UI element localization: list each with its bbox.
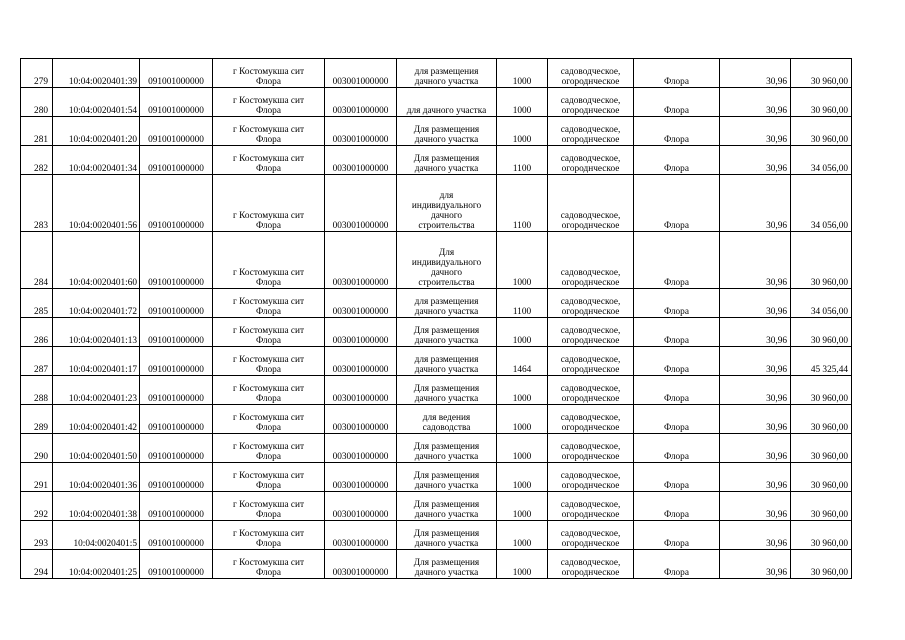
cadastral-value-cell: 30 960,00: [791, 117, 852, 146]
land-category-line: огороднческое: [561, 220, 620, 231]
permitted-use-line: индивидуального: [411, 257, 482, 268]
location-cell: [213, 88, 325, 117]
land-category-line: огороднческое: [561, 393, 620, 404]
land-category-cell: [548, 376, 634, 405]
settlement-name-cell: Флора: [634, 463, 720, 492]
land-category-line: садоводческое,: [560, 383, 621, 394]
category-code-cell: 003001000000: [325, 318, 397, 347]
land-category-line: садоводческое,: [560, 153, 621, 164]
location-cell: [213, 146, 325, 175]
permitted-use-cell: [397, 88, 497, 117]
permitted-use-line: дачного участка: [414, 76, 479, 87]
land-category-cell: [548, 521, 634, 550]
okato-code-cell: 091001000000: [140, 318, 213, 347]
permitted-use-line: дачного участка: [414, 509, 479, 520]
cadastral-value-cell: 30 960,00: [791, 434, 852, 463]
location-cell: [213, 405, 325, 434]
rate-cell: 30,96: [720, 463, 791, 492]
land-category-line: садоводческое,: [560, 528, 621, 539]
permitted-use-cell: [397, 434, 497, 463]
okato-code-cell: 091001000000: [140, 521, 213, 550]
okato-code-cell: 091001000000: [140, 175, 213, 232]
row-number-cell: 289: [21, 405, 53, 434]
land-category-line: огороднческое: [561, 509, 620, 520]
row-number-cell: 279: [21, 59, 53, 88]
table-row: [21, 434, 852, 463]
cadastral-value-cell: 30 960,00: [791, 376, 852, 405]
category-code-cell: 003001000000: [325, 175, 397, 232]
rate-cell: 30,96: [720, 232, 791, 289]
row-number-cell: 283: [21, 175, 53, 232]
permitted-use-cell: [397, 289, 497, 318]
permitted-use-line: для размещения: [414, 354, 479, 365]
location-line: г Костомукша сит: [232, 95, 305, 106]
area-cell: 1100: [497, 146, 548, 175]
area-cell: 1000: [497, 434, 548, 463]
permitted-use-line: Для размещения: [413, 557, 480, 568]
cadastral-value-cell: 30 960,00: [791, 405, 852, 434]
permitted-use-cell: [397, 232, 497, 289]
land-category-line: садоводческое,: [560, 124, 621, 135]
land-category-line: садоводческое,: [560, 412, 621, 423]
settlement-name-cell: Флора: [634, 117, 720, 146]
location-line: Флора: [256, 163, 281, 174]
cadastral-number-cell: 10:04:0020401:36: [53, 463, 140, 492]
location-line: Флора: [256, 335, 281, 346]
location-line: Флора: [256, 393, 281, 404]
permitted-use-line: Для размещения: [413, 325, 480, 336]
location-line: г Костомукша сит: [232, 124, 305, 135]
land-category-cell: [548, 88, 634, 117]
land-category-cell: [548, 318, 634, 347]
okato-code-cell: 091001000000: [140, 492, 213, 521]
land-category-cell: [548, 492, 634, 521]
settlement-name-cell: Флора: [634, 492, 720, 521]
location-line: Флора: [256, 451, 281, 462]
category-code-cell: 003001000000: [325, 463, 397, 492]
settlement-name-cell: Флора: [634, 550, 720, 579]
rate-cell: 30,96: [720, 175, 791, 232]
permitted-use-line: Для: [438, 247, 455, 258]
permitted-use-cell: [397, 146, 497, 175]
cadastral-number-cell: 10:04:0020401:54: [53, 88, 140, 117]
permitted-use-line: дачного участка: [414, 335, 479, 346]
category-code-cell: 003001000000: [325, 521, 397, 550]
land-category-line: огороднческое: [561, 538, 620, 549]
row-number-cell: 291: [21, 463, 53, 492]
permitted-use-line: дачного: [430, 267, 462, 278]
row-number-cell: 292: [21, 492, 53, 521]
land-category-line: огороднческое: [561, 451, 620, 462]
land-category-line: огороднческое: [561, 480, 620, 491]
row-number-cell: 288: [21, 376, 53, 405]
permitted-use-cell: [397, 347, 497, 376]
land-category-line: огороднческое: [561, 163, 620, 174]
okato-code-cell: 091001000000: [140, 434, 213, 463]
table-row: [21, 59, 852, 88]
table-row: [21, 521, 852, 550]
table-row: [21, 318, 852, 347]
table-row: [21, 88, 852, 117]
row-number-cell: 285: [21, 289, 53, 318]
category-code-cell: 003001000000: [325, 376, 397, 405]
location-cell: [213, 175, 325, 232]
cadastral-value-cell: 34 056,00: [791, 175, 852, 232]
cadastral-value-cell: 34 056,00: [791, 146, 852, 175]
land-category-line: огороднческое: [561, 364, 620, 375]
cadastral-value-cell: 45 325,44: [791, 347, 852, 376]
location-cell: [213, 521, 325, 550]
land-category-line: огороднческое: [561, 422, 620, 433]
okato-code-cell: 091001000000: [140, 88, 213, 117]
table-row: [21, 175, 852, 232]
settlement-name-cell: Флора: [634, 175, 720, 232]
land-category-cell: [548, 59, 634, 88]
permitted-use-line: Для размещения: [413, 528, 480, 539]
land-category-line: садоводческое,: [560, 499, 621, 510]
row-number-cell: 287: [21, 347, 53, 376]
category-code-cell: 003001000000: [325, 232, 397, 289]
cadastral-value-cell: 30 960,00: [791, 521, 852, 550]
rate-cell: 30,96: [720, 405, 791, 434]
area-cell: 1000: [497, 521, 548, 550]
area-cell: 1000: [497, 88, 548, 117]
location-cell: [213, 434, 325, 463]
rate-cell: 30,96: [720, 59, 791, 88]
row-number-cell: 286: [21, 318, 53, 347]
area-cell: 1000: [497, 318, 548, 347]
location-line: Флора: [256, 220, 281, 231]
category-code-cell: 003001000000: [325, 492, 397, 521]
cadastral-number-cell: 10:04:0020401:42: [53, 405, 140, 434]
category-code-cell: 003001000000: [325, 88, 397, 117]
cadastral-value-cell: 30 960,00: [791, 550, 852, 579]
permitted-use-line: Для размещения: [413, 499, 480, 510]
permitted-use-line: дачного участка: [414, 364, 479, 375]
location-line: г Костомукша сит: [232, 325, 305, 336]
land-category-line: садоводческое,: [560, 95, 621, 106]
area-cell: 1464: [497, 347, 548, 376]
area-cell: 1000: [497, 376, 548, 405]
okato-code-cell: 091001000000: [140, 117, 213, 146]
location-line: г Костомукша сит: [232, 210, 305, 221]
land-category-line: садоводческое,: [560, 557, 621, 568]
table-row: [21, 232, 852, 289]
row-number-cell: 281: [21, 117, 53, 146]
permitted-use-cell: [397, 318, 497, 347]
land-category-line: садоводческое,: [560, 210, 621, 221]
location-line: Флора: [256, 538, 281, 549]
okato-code-cell: 091001000000: [140, 463, 213, 492]
settlement-name-cell: Флора: [634, 376, 720, 405]
table-row: [21, 376, 852, 405]
location-line: г Костомукша сит: [232, 383, 305, 394]
permitted-use-cell: [397, 175, 497, 232]
location-line: г Костомукша сит: [232, 354, 305, 365]
okato-code-cell: 091001000000: [140, 232, 213, 289]
location-cell: [213, 550, 325, 579]
permitted-use-line: индивидуального: [411, 200, 482, 211]
land-category-line: садоводческое,: [560, 325, 621, 336]
location-line: Флора: [256, 306, 281, 317]
okato-code-cell: 091001000000: [140, 289, 213, 318]
area-cell: 1000: [497, 463, 548, 492]
location-line: Флора: [256, 277, 281, 288]
location-line: г Костомукша сит: [232, 267, 305, 278]
area-cell: 1000: [497, 232, 548, 289]
location-line: г Костомукша сит: [232, 499, 305, 510]
row-number-cell: 290: [21, 434, 53, 463]
permitted-use-line: дачного участка: [414, 451, 479, 462]
category-code-cell: 003001000000: [325, 59, 397, 88]
row-number-cell: 284: [21, 232, 53, 289]
permitted-use-cell: [397, 405, 497, 434]
category-code-cell: 003001000000: [325, 550, 397, 579]
category-code-cell: 003001000000: [325, 289, 397, 318]
okato-code-cell: 091001000000: [140, 59, 213, 88]
rate-cell: 30,96: [720, 289, 791, 318]
location-line: Флора: [256, 567, 281, 578]
rate-cell: 30,96: [720, 88, 791, 117]
location-line: Флора: [256, 76, 281, 87]
cadastral-number-cell: 10:04:0020401:34: [53, 146, 140, 175]
table-row: [21, 289, 852, 318]
location-line: Флора: [256, 480, 281, 491]
permitted-use-line: Для размещения: [413, 383, 480, 394]
settlement-name-cell: Флора: [634, 289, 720, 318]
land-category-line: садоводческое,: [560, 441, 621, 452]
permitted-use-line: Для размещения: [413, 153, 480, 164]
cadastral-value-cell: 30 960,00: [791, 318, 852, 347]
land-category-line: садоводческое,: [560, 66, 621, 77]
table-row: [21, 550, 852, 579]
settlement-name-cell: Флора: [634, 405, 720, 434]
okato-code-cell: 091001000000: [140, 146, 213, 175]
location-cell: [213, 376, 325, 405]
land-category-line: огороднческое: [561, 567, 620, 578]
settlement-name-cell: Флора: [634, 59, 720, 88]
location-line: г Костомукша сит: [232, 441, 305, 452]
rate-cell: 30,96: [720, 550, 791, 579]
location-line: г Костомукша сит: [232, 153, 305, 164]
row-number-cell: 293: [21, 521, 53, 550]
location-cell: [213, 117, 325, 146]
land-category-cell: [548, 463, 634, 492]
location-line: Флора: [256, 134, 281, 145]
location-line: г Костомукша сит: [232, 470, 305, 481]
location-line: Флора: [256, 105, 281, 116]
permitted-use-line: для дачного участка: [406, 105, 487, 116]
permitted-use-line: для размещения: [414, 66, 479, 77]
permitted-use-cell: [397, 492, 497, 521]
land-category-line: садоводческое,: [560, 470, 621, 481]
okato-code-cell: 091001000000: [140, 550, 213, 579]
category-code-cell: 003001000000: [325, 146, 397, 175]
land-category-line: огороднческое: [561, 306, 620, 317]
permitted-use-cell: [397, 117, 497, 146]
land-category-line: огороднческое: [561, 335, 620, 346]
table-row: [21, 117, 852, 146]
land-category-cell: [548, 289, 634, 318]
cadastral-number-cell: 10:04:0020401:38: [53, 492, 140, 521]
location-cell: [213, 59, 325, 88]
land-category-cell: [548, 434, 634, 463]
cadastral-number-cell: 10:04:0020401:17: [53, 347, 140, 376]
permitted-use-line: Для размещения: [413, 470, 480, 481]
land-category-line: огороднческое: [561, 76, 620, 87]
permitted-use-cell: [397, 550, 497, 579]
row-number-cell: 282: [21, 146, 53, 175]
land-category-cell: [548, 117, 634, 146]
settlement-name-cell: Флора: [634, 347, 720, 376]
permitted-use-line: Для размещения: [413, 124, 480, 135]
table-row: [21, 463, 852, 492]
permitted-use-cell: [397, 59, 497, 88]
location-line: г Костомукша сит: [232, 557, 305, 568]
permitted-use-line: дачного участка: [414, 567, 479, 578]
permitted-use-line: дачного участка: [414, 538, 479, 549]
row-number-cell: 280: [21, 88, 53, 117]
settlement-name-cell: Флора: [634, 88, 720, 117]
area-cell: 1000: [497, 117, 548, 146]
land-category-cell: [548, 550, 634, 579]
location-cell: [213, 318, 325, 347]
row-number-cell: 294: [21, 550, 53, 579]
permitted-use-line: дачного участка: [414, 480, 479, 491]
area-cell: 1000: [497, 550, 548, 579]
permitted-use-line: дачного участка: [414, 163, 479, 174]
category-code-cell: 003001000000: [325, 405, 397, 434]
cadastral-value-cell: 34 056,00: [791, 289, 852, 318]
cadastral-number-cell: 10:04:0020401:56: [53, 175, 140, 232]
land-category-cell: [548, 232, 634, 289]
location-line: Флора: [256, 509, 281, 520]
cadastral-number-cell: 10:04:0020401:23: [53, 376, 140, 405]
settlement-name-cell: Флора: [634, 146, 720, 175]
land-category-cell: [548, 347, 634, 376]
permitted-use-line: дачного участка: [414, 393, 479, 404]
permitted-use-line: строительства: [418, 277, 475, 288]
location-line: Флора: [256, 422, 281, 433]
permitted-use-line: для ведения: [422, 412, 471, 423]
land-category-line: садоводческое,: [560, 296, 621, 307]
settlement-name-cell: Флора: [634, 318, 720, 347]
area-cell: 1000: [497, 492, 548, 521]
category-code-cell: 003001000000: [325, 117, 397, 146]
location-line: г Костомукша сит: [232, 66, 305, 77]
cadastral-number-cell: 10:04:0020401:60: [53, 232, 140, 289]
okato-code-cell: 091001000000: [140, 376, 213, 405]
land-category-line: огороднческое: [561, 105, 620, 116]
land-category-cell: [548, 405, 634, 434]
table-row: [21, 146, 852, 175]
okato-code-cell: 091001000000: [140, 405, 213, 434]
permitted-use-cell: [397, 376, 497, 405]
settlement-name-cell: Флора: [634, 521, 720, 550]
settlement-name-cell: Флора: [634, 232, 720, 289]
land-category-line: огороднческое: [561, 134, 620, 145]
permitted-use-line: дачного участка: [414, 306, 479, 317]
cadastral-number-cell: 10:04:0020401:50: [53, 434, 140, 463]
rate-cell: 30,96: [720, 434, 791, 463]
category-code-cell: 003001000000: [325, 347, 397, 376]
permitted-use-line: Для размещения: [413, 441, 480, 452]
location-cell: [213, 463, 325, 492]
permitted-use-line: садоводства: [422, 422, 471, 433]
land-plots-table: [20, 58, 852, 579]
location-cell: [213, 289, 325, 318]
land-category-line: садоводческое,: [560, 267, 621, 278]
cadastral-value-cell: 30 960,00: [791, 232, 852, 289]
land-category-line: садоводческое,: [560, 354, 621, 365]
rate-cell: 30,96: [720, 376, 791, 405]
location-line: г Костомукша сит: [232, 528, 305, 539]
cadastral-number-cell: 10:04:0020401:72: [53, 289, 140, 318]
land-category-cell: [548, 175, 634, 232]
rate-cell: 30,96: [720, 146, 791, 175]
cadastral-number-cell: 10:04:0020401:13: [53, 318, 140, 347]
location-cell: [213, 347, 325, 376]
area-cell: 1000: [497, 405, 548, 434]
cadastral-number-cell: 10:04:0020401:20: [53, 117, 140, 146]
settlement-name-cell: Флора: [634, 434, 720, 463]
location-line: г Костомукша сит: [232, 412, 305, 423]
location-cell: [213, 232, 325, 289]
area-cell: 1100: [497, 175, 548, 232]
rate-cell: 30,96: [720, 492, 791, 521]
area-cell: 1100: [497, 289, 548, 318]
okato-code-cell: 091001000000: [140, 347, 213, 376]
cadastral-number-cell: 10:04:0020401:5: [53, 521, 140, 550]
location-line: Флора: [256, 364, 281, 375]
cadastral-value-cell: 30 960,00: [791, 59, 852, 88]
rate-cell: 30,96: [720, 318, 791, 347]
rate-cell: 30,96: [720, 117, 791, 146]
permitted-use-cell: [397, 463, 497, 492]
land-category-cell: [548, 146, 634, 175]
rate-cell: 30,96: [720, 521, 791, 550]
rate-cell: 30,96: [720, 347, 791, 376]
cadastral-value-cell: 30 960,00: [791, 88, 852, 117]
permitted-use-line: дачного участка: [414, 134, 479, 145]
location-line: г Костомукша сит: [232, 296, 305, 307]
land-category-line: огороднческое: [561, 277, 620, 288]
permitted-use-line: для: [439, 190, 454, 201]
location-cell: [213, 492, 325, 521]
table-row: [21, 492, 852, 521]
category-code-cell: 003001000000: [325, 434, 397, 463]
permitted-use-line: дачного: [430, 210, 462, 221]
permitted-use-line: для размещения: [414, 296, 479, 307]
permitted-use-cell: [397, 521, 497, 550]
table-row: [21, 405, 852, 434]
cadastral-value-cell: 30 960,00: [791, 463, 852, 492]
cadastral-value-cell: 30 960,00: [791, 492, 852, 521]
table-row: [21, 347, 852, 376]
cadastral-number-cell: 10:04:0020401:39: [53, 59, 140, 88]
area-cell: 1000: [497, 59, 548, 88]
cadastral-number-cell: 10:04:0020401:25: [53, 550, 140, 579]
permitted-use-line: строительства: [418, 220, 475, 231]
